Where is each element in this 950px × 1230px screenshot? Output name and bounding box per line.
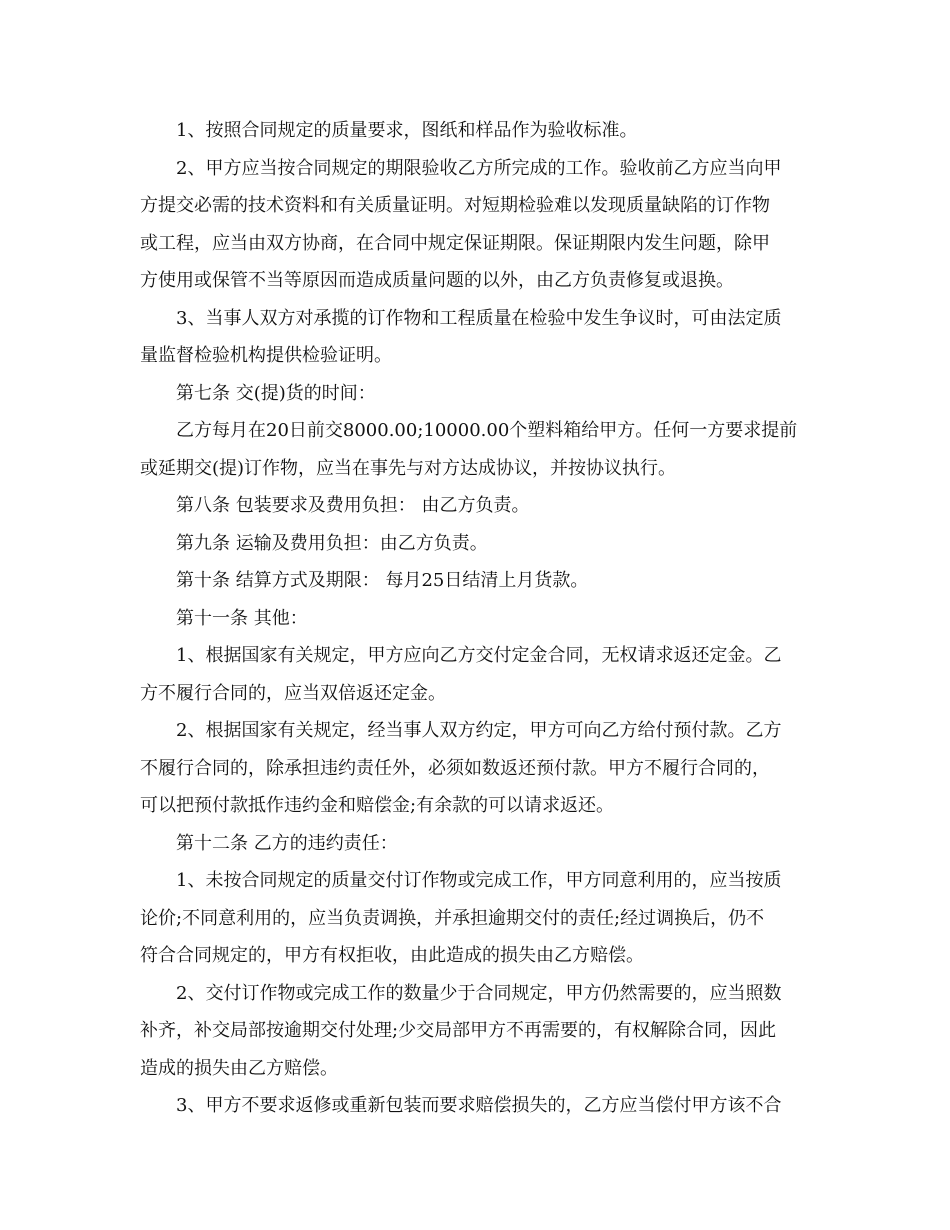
paragraph-line: 或延期交(提)订作物，应当在事先与对方达成协议，并按协议执行。	[140, 457, 677, 479]
paragraph-line: 不履行合同的，除承担违约责任外，必须如数返还预付款。甲方不履行合同的，	[140, 757, 770, 779]
contract-paragraph	[140, 375, 812, 413]
paragraph-line: 造成的损失由乙方赔偿。	[140, 1057, 338, 1079]
paragraph-line: 量监督检验机构提供检验证明。	[140, 345, 392, 366]
paragraph-line: 第十二条 乙方的违约责任：	[176, 832, 398, 854]
paragraph-line: 方提交必需的技术资料和有关质量证明。对短期检验难以发现质量缺陷的订作物	[140, 195, 770, 216]
paragraph-line: 第七条 交(提)货的时间：	[176, 382, 376, 404]
paragraph-line: 符合合同规定的，甲方有权拒收，由此造成的损失由乙方赔偿。	[140, 945, 644, 966]
contract-paragraph	[140, 112, 812, 150]
contract-paragraph	[140, 862, 812, 975]
contract-paragraph	[140, 712, 812, 825]
paragraph-line: 1、未按合同规定的质量交付订作物或完成工作，甲方同意利用的，应当按质	[176, 870, 782, 891]
paragraph-line: 3、甲方不要求返修或重新包装而要求赔偿损失的，乙方应当偿付甲方该不合	[176, 1095, 782, 1116]
paragraph-line: 2、甲方应当按合同规定的期限验收乙方所完成的工作。验收前乙方应当向甲	[176, 157, 782, 179]
contract-paragraph	[140, 562, 812, 600]
paragraph-line: 3、当事人双方对承揽的订作物和工程质量在检验中发生争议时，可由法定质	[176, 307, 782, 329]
paragraph-line: 1、按照合同规定的质量要求，图纸和样品作为验收标准。	[176, 120, 638, 141]
paragraph-line: 或工程，应当由双方协商，在合同中规定保证期限。保证期限内发生问题，除甲	[140, 232, 770, 254]
paragraph-line: 第十条 结算方式及期限： 每月25日结清上月货款。	[176, 570, 589, 591]
paragraph-line: 第十一条 其他：	[176, 607, 308, 629]
contract-paragraph	[140, 637, 812, 712]
contract-paragraph	[140, 300, 812, 375]
paragraph-line: 第九条 运输及费用负担：由乙方负责。	[176, 532, 488, 554]
contract-paragraph	[140, 412, 812, 487]
contract-paragraph	[140, 600, 812, 638]
paragraph-line: 方使用或保管不当等原因而造成质量问题的以外，由乙方负责修复或退换。	[140, 270, 734, 291]
paragraph-line: 2、根据国家有关规定，经当事人双方约定，甲方可向乙方给付预付款。乙方	[176, 720, 782, 741]
contract-paragraph	[140, 487, 812, 525]
paragraph-line: 乙方每月在20日前交8000.00;10000.00个塑料箱给甲方。任何一方要求提前	[176, 420, 798, 441]
paragraph-line: 可以把预付款抵作违约金和赔偿金;有余款的可以请求返还。	[140, 795, 615, 816]
paragraph-line: 2、交付订作物或完成工作的数量少于合同规定，甲方仍然需要的，应当照数	[176, 982, 782, 1004]
paragraph-line: 论价;不同意利用的，应当负责调换，并承担逾期交付的责任;经过调换后，仍不	[140, 907, 765, 929]
contract-paragraph	[140, 1087, 812, 1125]
paragraph-line: 第八条 包装要求及费用负担： 由乙方负责。	[176, 495, 530, 516]
document-body	[140, 112, 812, 1125]
contract-paragraph	[140, 825, 812, 863]
contract-paragraph	[140, 150, 812, 300]
paragraph-line: 方不履行合同的，应当双倍返还定金。	[140, 682, 446, 704]
paragraph-line: 1、根据国家有关规定，甲方应向乙方交付定金合同，无权请求返还定金。乙	[176, 645, 782, 666]
contract-paragraph	[140, 975, 812, 1088]
contract-paragraph	[140, 525, 812, 563]
paragraph-line: 补齐，补交局部按逾期交付处理;少交局部甲方不再需要的，有权解除合同，因此	[140, 1020, 777, 1041]
